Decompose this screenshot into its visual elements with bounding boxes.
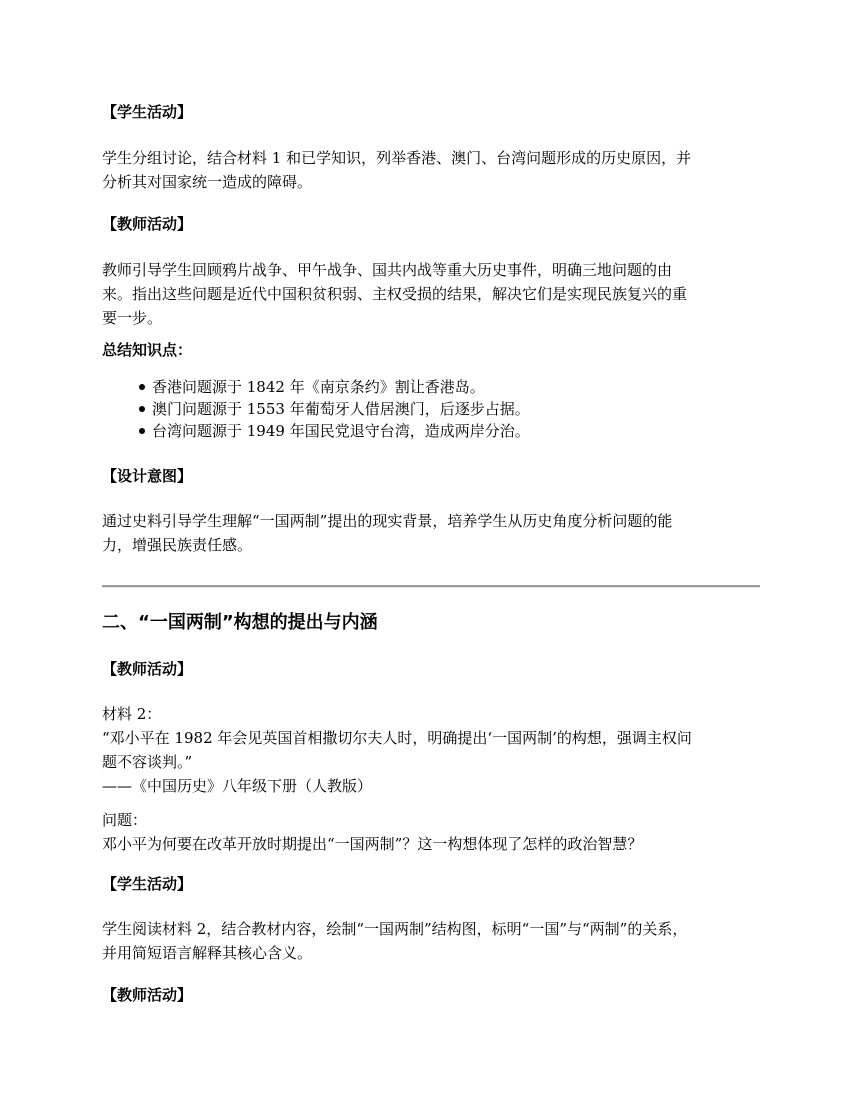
heading-teacher-activity-2: 【教师活动】 [102,660,193,678]
bullet-icon [139,384,145,390]
list-item-text: 澳门问题源于 1553 年葡萄牙人借居澳门，后逐步占据。 [152,400,530,418]
summary-list [102,376,530,442]
list-item-text: 台湾问题源于 1949 年国民党退守台湾，造成两岸分治。 [152,422,530,440]
text-line: “邓小平在 1982 年会见英国首相撒切尔夫人时，明确提出‘一国两制’的构想，强调主权问 [102,729,692,747]
text-line: ——《中国历史》八年级下册（人教版） [102,777,373,795]
question-block [102,808,760,856]
heading-teacher-activity-3: 【教师活动】 [102,986,193,1004]
text-line: 邓小平为何要在改革开放时期提出“一国两制”？这一构想体现了怎样的政治智慧？ [102,835,643,853]
heading-design-intent: 【设计意图】 [102,467,193,485]
summary-title: 总结知识点： [102,341,193,359]
list-item [102,420,530,442]
heading-teacher-activity-1: 【教师活动】 [102,215,193,233]
bullet-icon [139,406,145,412]
bullet-icon [139,428,145,434]
text-line: 教师引导学生回顾鸦片战争、甲午战争、国共内战等重大历史事件，明确三地问题的由 [102,261,673,279]
text-line: 通过史料引导学生理解“一国两制”提出的现实背景，培养学生从历史角度分析问题的能 [102,512,673,530]
text-line: 要一步。 [102,309,163,327]
paragraph-teacher-guidance [102,258,760,330]
heading-student-activity-2: 【学生活动】 [102,875,193,893]
text-line: 问题： [102,811,148,829]
heading-student-activity-1: 【学生活动】 [102,103,193,121]
list-item-text: 香港问题源于 1842 年《南京条约》割让香港岛。 [152,378,485,396]
material-block [102,702,760,798]
text-line: 力，增强民族责任感。 [102,536,253,554]
horizontal-divider [102,585,760,588]
paragraph-student-discussion [102,146,760,194]
text-line: 来。指出这些问题是近代中国积贫积弱、主权受损的结果，解决它们是实现民族复兴的重 [102,285,688,303]
list-item [102,398,530,420]
text-line: 分析其对国家统一造成的障碍。 [102,173,313,191]
list-item [102,376,530,398]
text-line: 学生分组讨论，结合材料 1 和已学知识，列举香港、澳门、台湾问题形成的历史原因，并 [102,149,692,167]
text-line: 学生阅读材料 2，结合教材内容，绘制“一国两制”结构图，标明“一国”与“两制”的关系， [102,920,688,938]
text-line: 并用简短语言解释其核心含义。 [102,944,313,962]
section-title: 二、“一国两制”构想的提出与内涵 [102,612,378,633]
paragraph-student-drawing [102,917,760,965]
paragraph-design-intent [102,509,760,557]
text-line: 题不容谈判。” [102,753,193,771]
text-line: 材料 2： [102,705,162,723]
